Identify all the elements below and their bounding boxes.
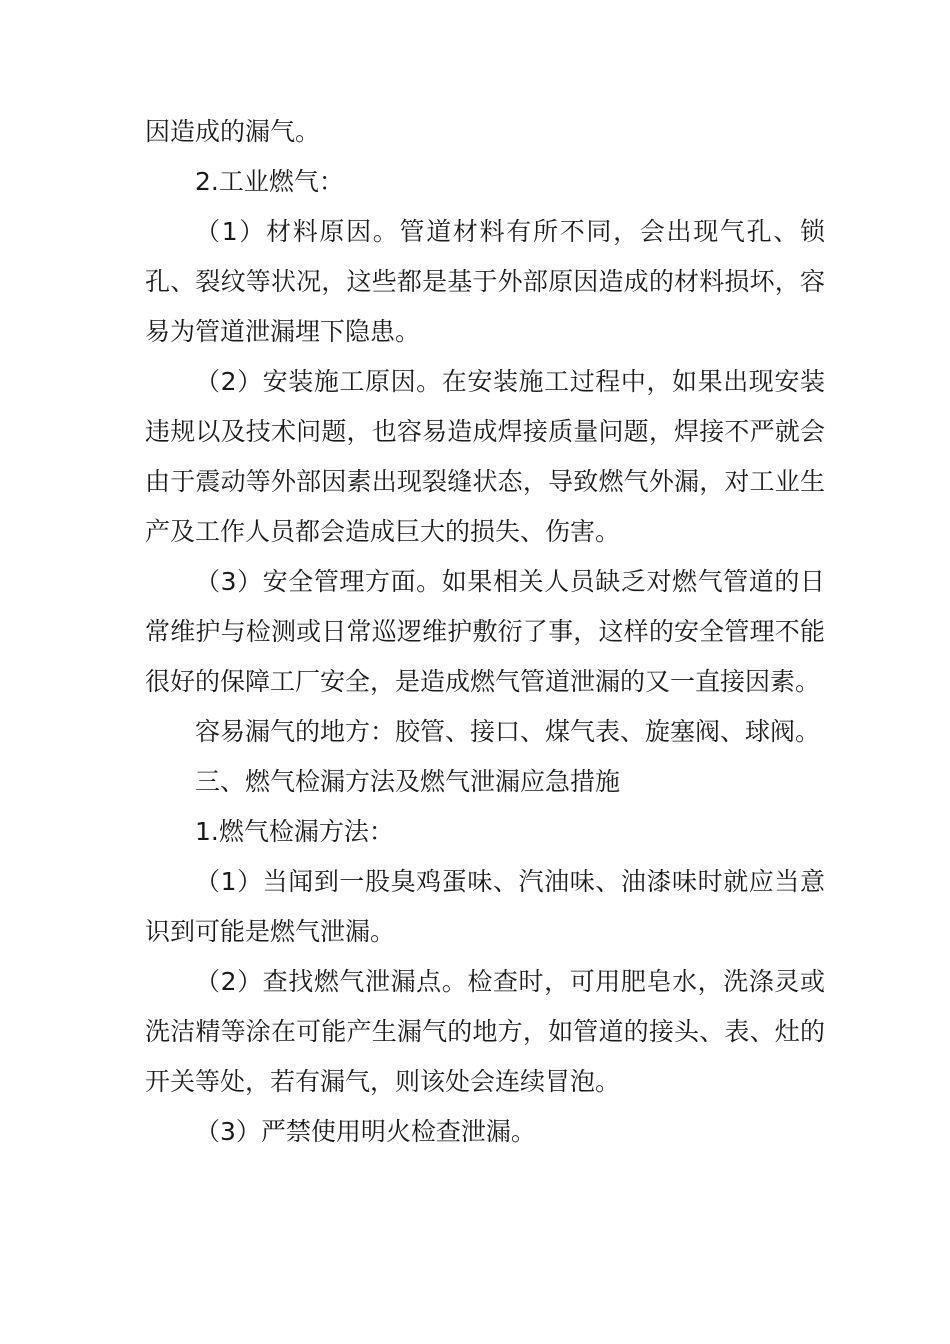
- paragraph-safety-management: （3）安全管理方面。如果相关人员缺乏对燃气管道的日常维护与检测或日常巡逻维护敷衍了事，这样的安全管理不能很好的保障工厂安全，是造成燃气管道泄漏的又一直接因素。: [145, 567, 825, 696]
- paragraph-material-cause: （1）材料原因。管道材料有所不同，会出现气孔、锁孔、裂纹等状况，这些都是基于外部原因造成的材料损坏，容易为管道泄漏埋下隐患。: [145, 217, 825, 346]
- section-heading-detection-and-emergency: 三、燃气检漏方法及燃气泄漏应急措施: [195, 767, 621, 796]
- paragraph-leak-prone-places: 容易漏气的地方：胶管、接口、煤气表、旋塞阀、球阀。: [195, 717, 821, 746]
- paragraph-smell-detection: （1）当闻到一股臭鸡蛋味、汽油味、油漆味时就应当意识到可能是燃气泄漏。: [145, 867, 825, 946]
- paragraph-no-open-flame: （3）严禁使用明火检查泄漏。: [195, 1117, 536, 1146]
- document-body: [145, 107, 825, 1157]
- paragraph-find-leak-point: （2）查找燃气泄漏点。检查时，可用肥皂水，洗涤灵或洗洁精等涂在可能产生漏气的地方，如管道的接头、表、灶的开关等处，若有漏气，则该处会连续冒泡。: [145, 967, 825, 1096]
- heading-detection-methods: 1.燃气检漏方法：: [195, 817, 394, 846]
- heading-industrial-gas: 2.工业燃气：: [195, 167, 344, 196]
- paragraph-installation-cause: （2）安装施工原因。在安装施工过程中，如果出现安装违规以及技术问题，也容易造成焊接质量问题，焊接不严就会由于震动等外部因素出现裂缝状态，导致燃气外漏，对工业生产及工作人员都会造成巨大的损失、伤害。: [145, 367, 825, 546]
- paragraph-continuation: 因造成的漏气。: [145, 117, 321, 146]
